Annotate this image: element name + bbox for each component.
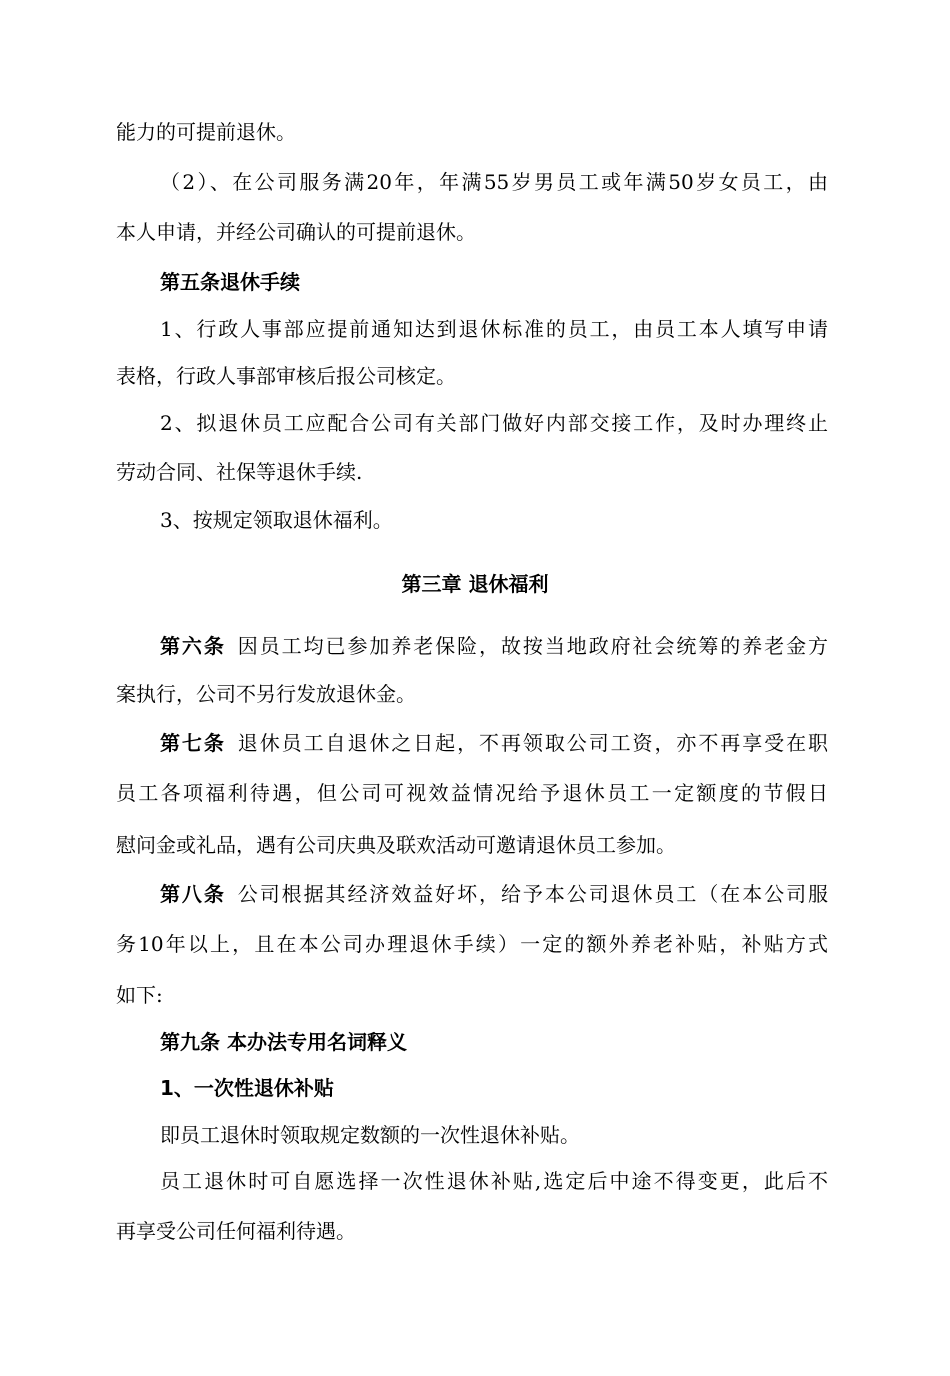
article-7-text: 退休员工自退休之日起，不再领取公司工资，亦不再享受在职 bbox=[237, 731, 829, 755]
article-7-lead: 第七条 bbox=[160, 731, 226, 755]
item-2-line-2: 本人申请，并经公司确认的可提前退休。 bbox=[116, 220, 476, 244]
article-5-item-3: 3、按规定领取退休福利。 bbox=[160, 508, 393, 532]
item-2-line-1: （2）、在公司服务满20年，年满55岁男员工或年满50岁女员工，由 bbox=[160, 170, 828, 194]
chapter-3-title: 第三章 退休福利 bbox=[401, 572, 549, 596]
article-7-line-2: 员工各项福利待遇，但公司可视效益情况给予退休员工一定额度的节假日 bbox=[116, 781, 828, 805]
article-6-line-1 bbox=[160, 632, 828, 660]
article-6-line-2: 案执行，公司不另行发放退休金。 bbox=[116, 682, 416, 706]
article-5-item-1-line-2: 表格，行政人事部审核后报公司核定。 bbox=[116, 364, 456, 388]
article-6-text: 因员工均已参加养老保险，故按当地政府社会统筹的养老金方 bbox=[237, 634, 829, 658]
article-5-item-1-line-1: 1、行政人事部应提前通知达到退休标准的员工，由员工本人填写申请 bbox=[160, 317, 828, 341]
article-8-line-1 bbox=[160, 880, 828, 908]
article-7-line-3: 慰问金或礼品，遇有公司庆典及联欢活动可邀请退休员工参加。 bbox=[116, 833, 676, 857]
article-8-line-2: 务10年以上，且在本公司办理退休手续）一定的额外养老补贴，补贴方式 bbox=[116, 932, 828, 956]
term-1-note-line-1: 员工退休时可自愿选择一次性退休补贴,选定后中途不得变更，此后不 bbox=[160, 1169, 828, 1193]
article-5-item-2-line-1: 2、拟退休员工应配合公司有关部门做好内部交接工作，及时办理终止 bbox=[160, 411, 828, 435]
article-8-lead: 第八条 bbox=[160, 882, 226, 906]
article-5-heading: 第五条退休手续 bbox=[160, 270, 300, 294]
article-7-line-1 bbox=[160, 729, 828, 757]
paragraph-continuation: 能力的可提前退休。 bbox=[116, 120, 296, 144]
term-1-note-line-2: 再享受公司任何福利待遇。 bbox=[116, 1219, 356, 1243]
article-8-line-3: 如下: bbox=[116, 983, 163, 1007]
article-9-heading: 第九条 本办法专用名词释义 bbox=[160, 1030, 407, 1054]
term-1-definition: 即员工退休时领取规定数额的一次性退休补贴。 bbox=[160, 1123, 580, 1147]
term-1-heading: 1、一次性退休补贴 bbox=[160, 1076, 334, 1100]
article-6-lead: 第六条 bbox=[160, 634, 226, 658]
article-5-item-2-line-2: 劳动合同、社保等退休手续. bbox=[116, 460, 363, 484]
article-8-text: 公司根据其经济效益好坏，给予本公司退休员工（在本公司服 bbox=[237, 882, 829, 906]
